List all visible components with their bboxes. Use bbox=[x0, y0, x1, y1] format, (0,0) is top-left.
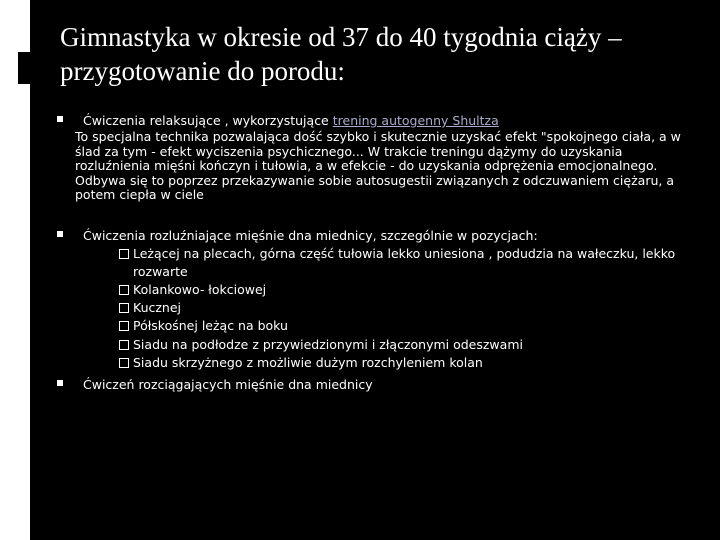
positions-list bbox=[119, 245, 684, 372]
list-item: Siadu na podłodze z przywiedzionymi i złączonymi odeszwami bbox=[119, 336, 684, 354]
relaxation-description: To specjalna technika pozwalająca dość szybko i skutecznie uzyskać efekt "spokojnego ciała, a w ślad za tym - efekt wyciszenia psychicznego... W trakcie treningu dążymy do uzyskania rozluźnienia mięśni kończyn i tułowia, a w efekcie - do uzyskania odprężenia emocjonalnego. Odbywa się to poprzez przekazywanie sobie autosugestii związanych z odczuwaniem ciężaru, a potem ciepła w ciele bbox=[75, 129, 681, 202]
list-item: Kucznej bbox=[119, 299, 684, 317]
square-bullet-icon bbox=[57, 380, 63, 386]
bullet-pelvic-floor-relaxing bbox=[54, 227, 684, 372]
list-item: Leżącej na plecach, górna część tułowia lekko uniesiona , podudzia na wałeczku, lekko rozwarte bbox=[119, 245, 684, 281]
bullet-label: Ćwiczenia relaksujące bbox=[83, 113, 221, 128]
list-item: Kolankowo- łokciowej bbox=[119, 281, 684, 299]
bullet-relaxation bbox=[54, 112, 684, 203]
bullet-label: Ćwiczenia rozluźniające mięśnie dna miednicy, szczególnie w pozycjach: bbox=[83, 227, 538, 243]
bullet-rest: , wykorzystujące bbox=[220, 113, 333, 128]
checkbox-bullet-icon bbox=[119, 358, 129, 368]
autogenic-training-link[interactable]: trening autogenny Shultza bbox=[332, 113, 499, 128]
slide-title: Gimnastyka w okresie od 37 do 40 tygodnia ciąży – przygotowanie do porodu: bbox=[60, 22, 622, 86]
bullet-label: Ćwiczeń rozciągających mięśnie dna miednicy bbox=[83, 376, 373, 392]
square-bullet-icon bbox=[57, 231, 63, 237]
checkbox-bullet-icon bbox=[119, 303, 129, 313]
bullet-pelvic-floor-stretching bbox=[54, 376, 684, 394]
square-bullet-icon bbox=[57, 116, 63, 122]
list-item: Półskośnej leżąc na boku bbox=[119, 317, 684, 335]
checkbox-bullet-icon bbox=[119, 285, 129, 295]
list-item: Siadu skrzyżnego z możliwie dużym rozchyleniem kolan bbox=[119, 354, 684, 372]
bullet-heading bbox=[83, 112, 684, 130]
title-accent-bar bbox=[18, 52, 30, 84]
slide-content bbox=[54, 112, 684, 394]
checkbox-bullet-icon bbox=[119, 340, 129, 350]
checkbox-bullet-icon bbox=[119, 321, 129, 331]
checkbox-bullet-icon bbox=[119, 249, 129, 259]
